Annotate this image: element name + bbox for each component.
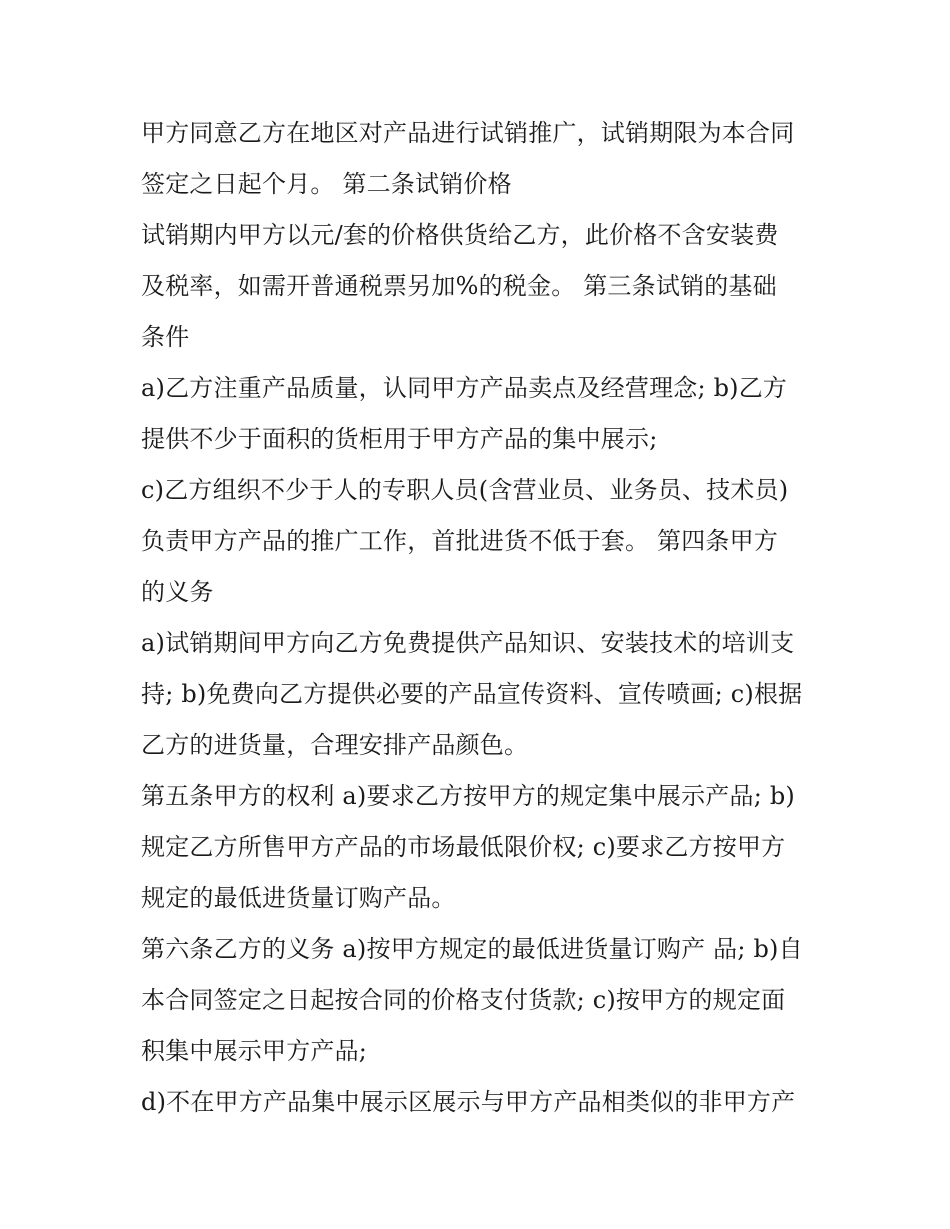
text-line: d)不在甲方产品集中展示区展示与甲方产品相类似的非甲方产 [141,1088,796,1116]
text-line: 签定之日起个月。 第二条试销价格 [141,170,512,198]
text-line: a)乙方注重产品质量，认同甲方产品卖点及经营理念; b)乙方 [141,374,788,402]
document-body [141,108,821,1128]
paragraph-conditions-a-b [141,363,821,465]
paragraph-party-b-obligations [141,924,821,1077]
paragraph-trial-price [141,210,821,363]
text-line: 持; b)免费向乙方提供必要的产品宣传资料、宣传喷画; c)根据 [141,680,803,708]
text-line: 负责甲方产品的推广工作，首批进货不低于套。 第四条甲方 [141,527,779,555]
text-line: a)试销期间甲方向乙方免费提供产品知识、安装技术的培训支 [141,629,795,657]
paragraph-party-b-obligations-d [141,1077,821,1128]
text-line: 规定的最低进货量订购产品。 [141,884,456,912]
text-line: 第六条乙方的义务 a)按甲方规定的最低进货量订购产 品; b)自 [141,935,803,963]
text-line: 条件 [141,323,190,351]
paragraph-conditions-c [141,465,821,618]
text-line: 本合同签定之日起按合同的价格支付货款; c)按甲方的规定面 [141,986,786,1014]
paragraph-trial-period [141,108,821,210]
text-line: 试销期内甲方以元/套的价格供货给乙方，此价格不含安装费 [141,221,779,249]
text-line: 乙方的进货量，合理安排产品颜色。 [141,731,529,759]
text-line: 提供不少于面积的货柜用于甲方产品的集中展示; [141,425,658,453]
text-line: 的义务 [141,578,214,606]
text-line: 甲方同意乙方在地区对产品进行试销推广，试销期限为本合同 [141,119,795,147]
text-line: 第五条甲方的权利 a)要求乙方按甲方的规定集中展示产品; b) [141,782,795,810]
text-line: c)乙方组织不少于人的专职人员(含营业员、业务员、技术员) [141,476,789,504]
paragraph-party-a-obligations [141,618,821,771]
text-line: 规定乙方所售甲方产品的市场最低限价权; c)要求乙方按甲方 [141,833,786,861]
text-line: 积集中展示甲方产品; [141,1037,368,1065]
text-line: 及税率，如需开普通税票另加%的税金。 第三条试销的基础 [141,272,777,300]
paragraph-party-a-rights [141,771,821,924]
